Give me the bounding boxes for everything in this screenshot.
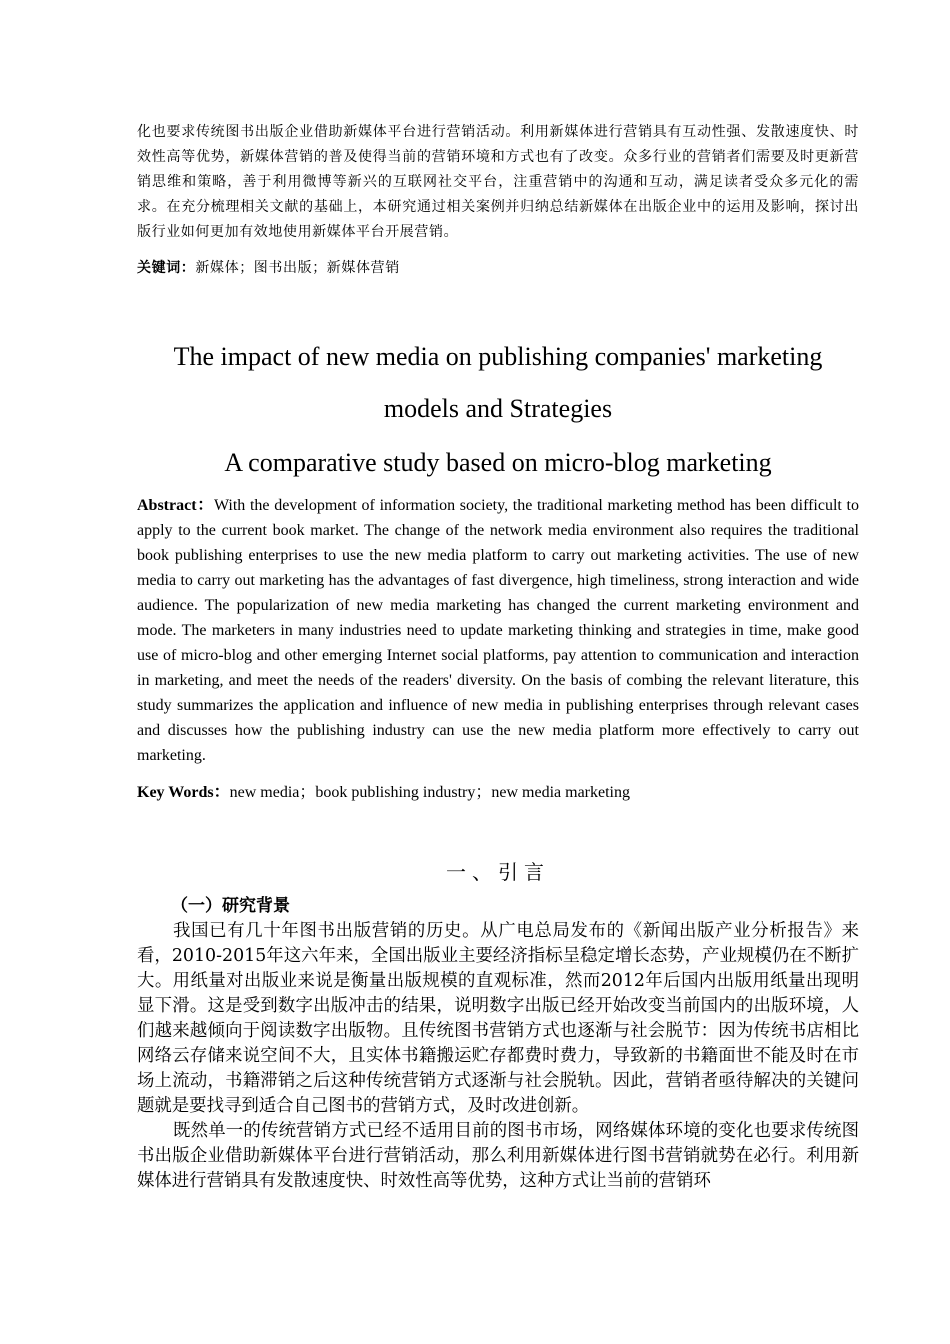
english-subtitle: A comparative study based on micro-blog marketing [224, 448, 772, 477]
body-paragraph: 既然单一的传统营销方式已经不适用目前的图书市场，网络媒体环境的变化也要求传统图书出版企业借助新媒体平台进行营销活动，那么利用新媒体进行图书营销就势在必行。利用新媒体进行营销具有发散速度快、时效性高等优势，这种方式让当前的营销环 [137, 1121, 859, 1191]
document-page [137, 120, 859, 1194]
english-keywords-value: new media；book publishing industry；new media marketing [229, 784, 630, 801]
subsection-heading-background: （一）研究背景 [171, 896, 290, 916]
english-title: The impact of new media on publishing companies' marketing models and Strategies [173, 342, 823, 423]
cn-keywords [137, 257, 859, 279]
english-abstract-text: With the development of information society, the traditional marketing method has been difficult to apply to the current book market. The change of the network media environment also requires the traditional book publishing enterprises to use the new media platform to carry out marketing activities. The use of new media to carry out marketing has the advantages of fast divergence, high timeliness, strong interaction and wide audience. The popularization of new media marketing has changed the current marketing environment and mode. The marketers in many industries need to update marketing thinking and strategies in time, make good use of micro-blog and other emerging Internet social platforms, pay attention to communication and interaction in marketing, and meet the needs of the readers' diversity. On the basis of combing the relevant literature, this study summarizes the application and influence of new media in publishing enterprises through relevant cases and discusses how the publishing industry can use the new media platform more effectively to carry out marketing. [137, 497, 860, 764]
cn-keywords-value: 新媒体；图书出版；新媒体营销 [195, 260, 400, 276]
body-paragraph: 我国已有几十年图书出版营销的历史。从广电总局发布的《新闻出版产业分析报告》来看，2010-2015年这六年来，全国出版业主要经济指标呈稳定增长态势，产业规模仍在不断扩大。用纸量对出版业来说是衡量出版规模的直观标准，然而2012年后国内出版用纸量出现明显下滑。这是受到数字出版冲击的结果，说明数字出版已经开始改变当前国内的出版环境，人们越来越倾向于阅读数字出版物。且传统图书营销方式也逐渐与社会脱节：因为传统书店相比网络云存储来说空间不大，且实体书籍搬运贮存都费时费力，导致新的书籍面世不能及时在市场上流动，书籍滞销之后这种传统营销方式逐渐与社会脱轨。因此，营销者亟待解决的关键问题就是要找寻到适合自己图书的营销方式，及时改进创新。 [137, 921, 859, 1116]
english-abstract-label: Abstract： [137, 497, 214, 514]
english-abstract [137, 493, 859, 768]
cn-abstract-text: 化也要求传统图书出版企业借助新媒体平台进行营销活动。利用新媒体进行营销具有互动性强、发散速度快、时效性高等优势，新媒体营销的普及使得当前的营销环境和方式也有了改变。众多行业的营销者们需要及时更新营销思维和策略，善于利用微博等新兴的互联网社交平台，注重营销中的沟通和互动，满足读者受众多元化的需求。在充分梳理相关文献的基础上，本研究通过相关案例并归纳总结新媒体在出版企业中的运用及影响，探讨出版行业如何更加有效地使用新媒体平台开展营销。 [137, 124, 859, 240]
section-heading-introduction: 一、引言 [446, 860, 550, 884]
english-keywords-label: Key Words： [137, 784, 230, 801]
english-keywords [137, 780, 859, 805]
cn-keywords-label: 关键词： [137, 260, 196, 276]
